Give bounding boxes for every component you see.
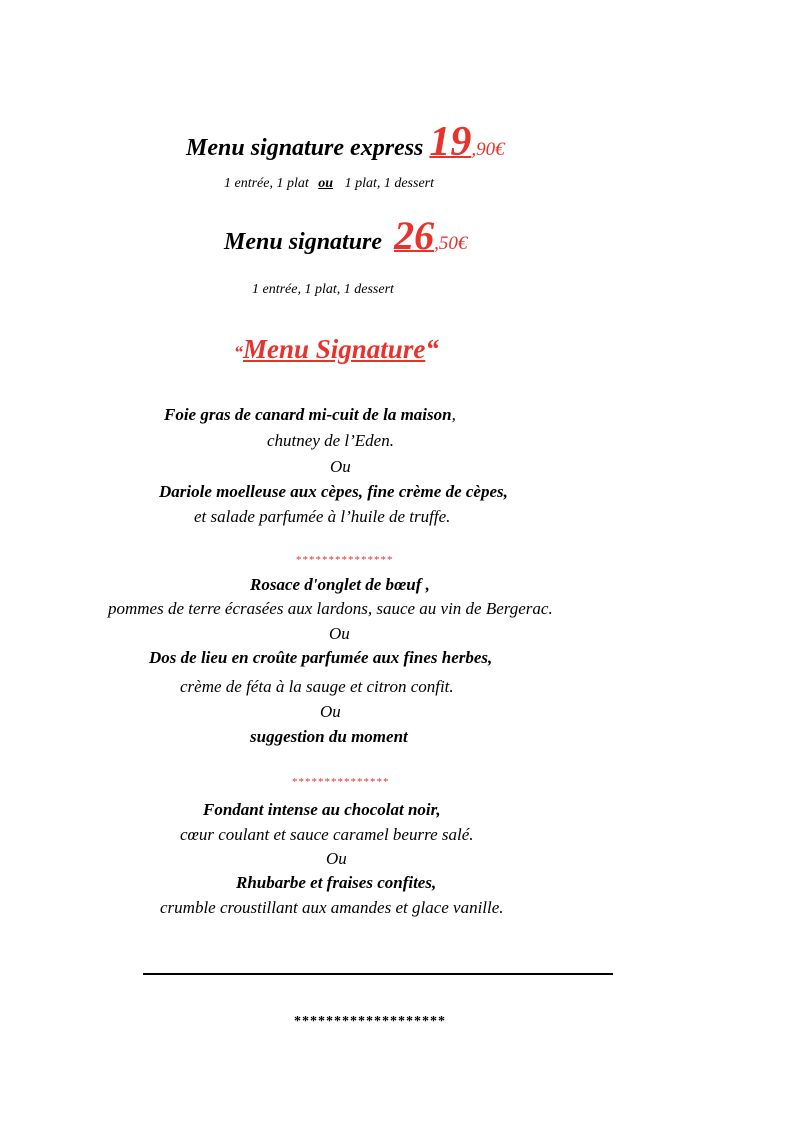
bottom-divider bbox=[143, 973, 613, 975]
main-3-name: suggestion du moment bbox=[250, 727, 408, 746]
express-menu-title bbox=[186, 118, 505, 166]
dessert-or: Ou bbox=[326, 849, 347, 868]
starter-or: Ou bbox=[330, 457, 351, 476]
open-quote: “ bbox=[234, 342, 243, 362]
separator-2: *************** bbox=[292, 776, 390, 788]
express-option-left: 1 entrée, 1 plat bbox=[224, 176, 309, 191]
express-menu-subtitle bbox=[224, 176, 434, 192]
dessert-1-name: Fondant intense au chocolat noir, bbox=[203, 800, 441, 819]
express-option-or: ou bbox=[318, 176, 334, 191]
signature-price-euros: 26 bbox=[394, 213, 435, 258]
signature-title-text: Menu signature bbox=[224, 229, 383, 255]
main-2-name: Dos de lieu en croûte parfumée aux fines herbes, bbox=[149, 648, 493, 667]
close-quote: “ bbox=[425, 334, 439, 364]
express-title-text: Menu signature express bbox=[186, 135, 424, 161]
main-or-2: Ou bbox=[320, 702, 341, 721]
separator-1: *************** bbox=[296, 554, 394, 566]
starter-2-name: Dariole moelleuse aux cèpes, fine crème de cèpes, bbox=[159, 482, 508, 501]
signature-menu-subtitle: 1 entrée, 1 plat, 1 dessert bbox=[252, 282, 394, 297]
main-1-description: pommes de terre écrasées aux lardons, sauce au vin de Bergerac. bbox=[108, 599, 553, 618]
main-2-description: crème de féta à la sauge et citron confit. bbox=[180, 677, 454, 696]
dessert-2-name: Rhubarbe et fraises confites, bbox=[236, 873, 437, 892]
starter-1-name: Foie gras de canard mi-cuit de la maison, bbox=[164, 405, 456, 424]
dessert-1-description: cœur coulant et sauce caramel beurre salé. bbox=[180, 825, 474, 844]
signature-price-cents: ,50€ bbox=[434, 233, 468, 254]
express-price-cents: ,90€ bbox=[471, 139, 505, 160]
end-stars: ******************* bbox=[294, 1014, 446, 1029]
signature-menu-title bbox=[224, 212, 467, 259]
starter-2-description: et salade parfumée à l’huile de truffe. bbox=[194, 507, 451, 526]
express-price-euros: 19 bbox=[429, 119, 472, 165]
section-title: Menu Signature bbox=[243, 334, 426, 364]
section-heading bbox=[234, 334, 439, 365]
express-option-right: 1 plat, 1 dessert bbox=[344, 176, 435, 191]
main-1-name: Rosace d'onglet de bœuf , bbox=[250, 575, 430, 594]
main-or-1: Ou bbox=[329, 624, 350, 643]
dessert-2-description: crumble croustillant aux amandes et glace vanille. bbox=[160, 898, 504, 917]
starter-1-description: chutney de l’Eden. bbox=[267, 431, 394, 450]
